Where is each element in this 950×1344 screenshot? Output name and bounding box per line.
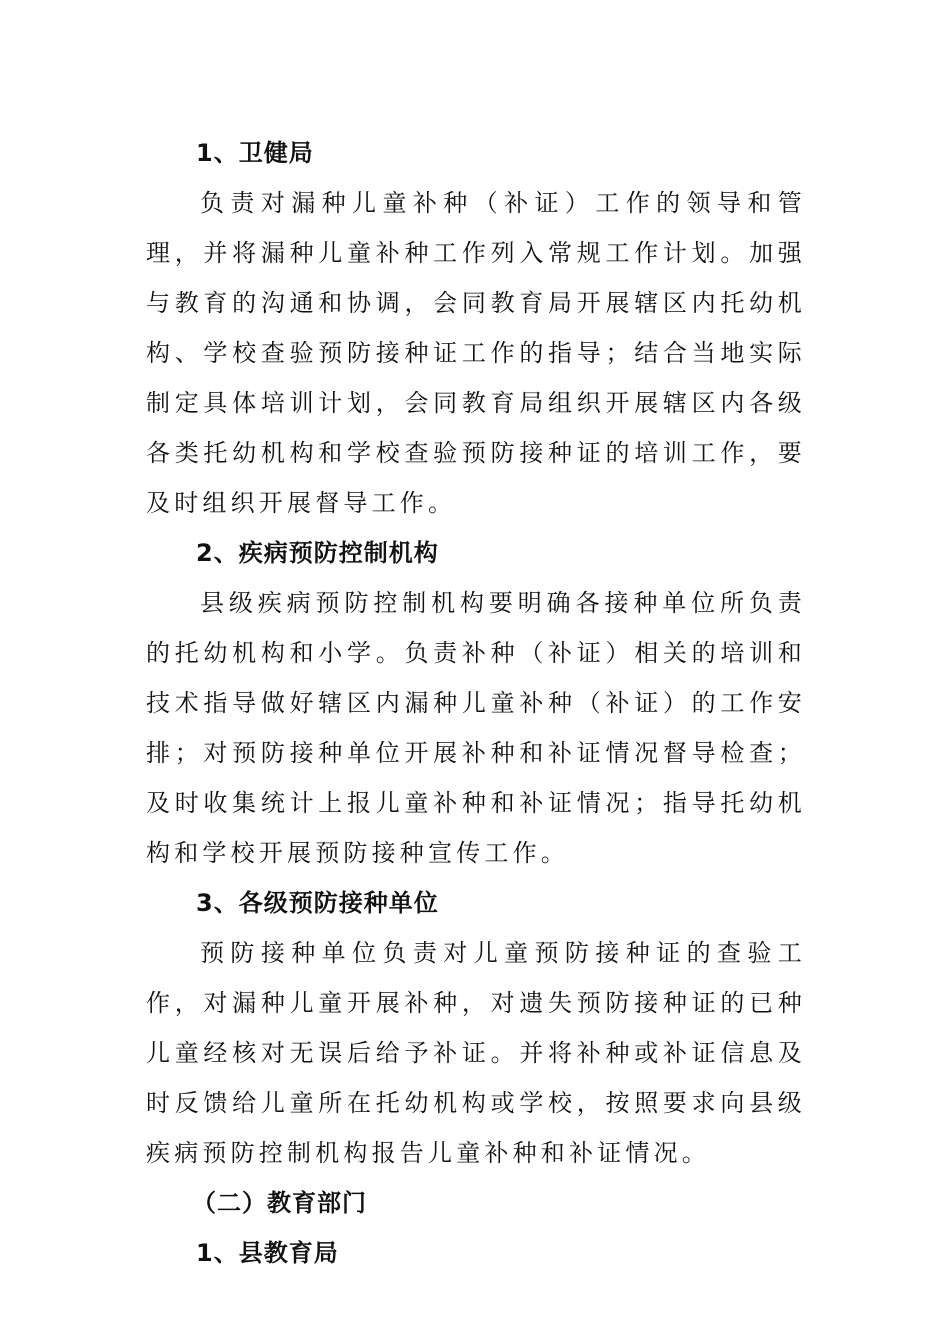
heading-health-bureau: 1、卫健局 <box>196 139 314 167</box>
heading-county-education-bureau: 1、县教育局 <box>196 1239 339 1267</box>
heading-cdc: 2、疾病预防控制机构 <box>196 539 439 567</box>
document-content <box>146 128 806 1278</box>
heading-vaccination-units: 3、各级预防接种单位 <box>196 889 439 917</box>
paragraph-vaccination-units: 预防接种单位负责对儿童预防接种证的查验工作，对漏种儿童开展补种，对遗失预防接种证的已种儿童经核对无误后给予补证。并将补种或补证信息及时反馈给儿童所在托幼机构或学校，按照要求向县级疾病预防控制机构报告儿童补种和补证情况。 <box>146 939 806 1167</box>
paragraph-cdc: 县级疾病预防控制机构要明确各接种单位所负责的托幼机构和小学。负责补种（补证）相关的培训和技术指导做好辖区内漏种儿童补种（补证）的工作安排；对预防接种单位开展补种和补证情况督导检查；及时收集统计上报儿童补种和补证情况；指导托幼机构和学校开展预防接种宣传工作。 <box>146 589 806 867</box>
paragraph-health-bureau: 负责对漏种儿童补种（补证）工作的领导和管理，并将漏种儿童补种工作列入常规工作计划。加强与教育的沟通和协调，会同教育局开展辖区内托幼机构、学校查验预防接种证工作的指导；结合当地实际制定具体培训计划，会同教育局组织开展辖区内各级各类托幼机构和学校查验预防接种证的培训工作，要及时组织开展督导工作。 <box>146 189 806 517</box>
heading-education-department: （二）教育部门 <box>192 1189 367 1217</box>
